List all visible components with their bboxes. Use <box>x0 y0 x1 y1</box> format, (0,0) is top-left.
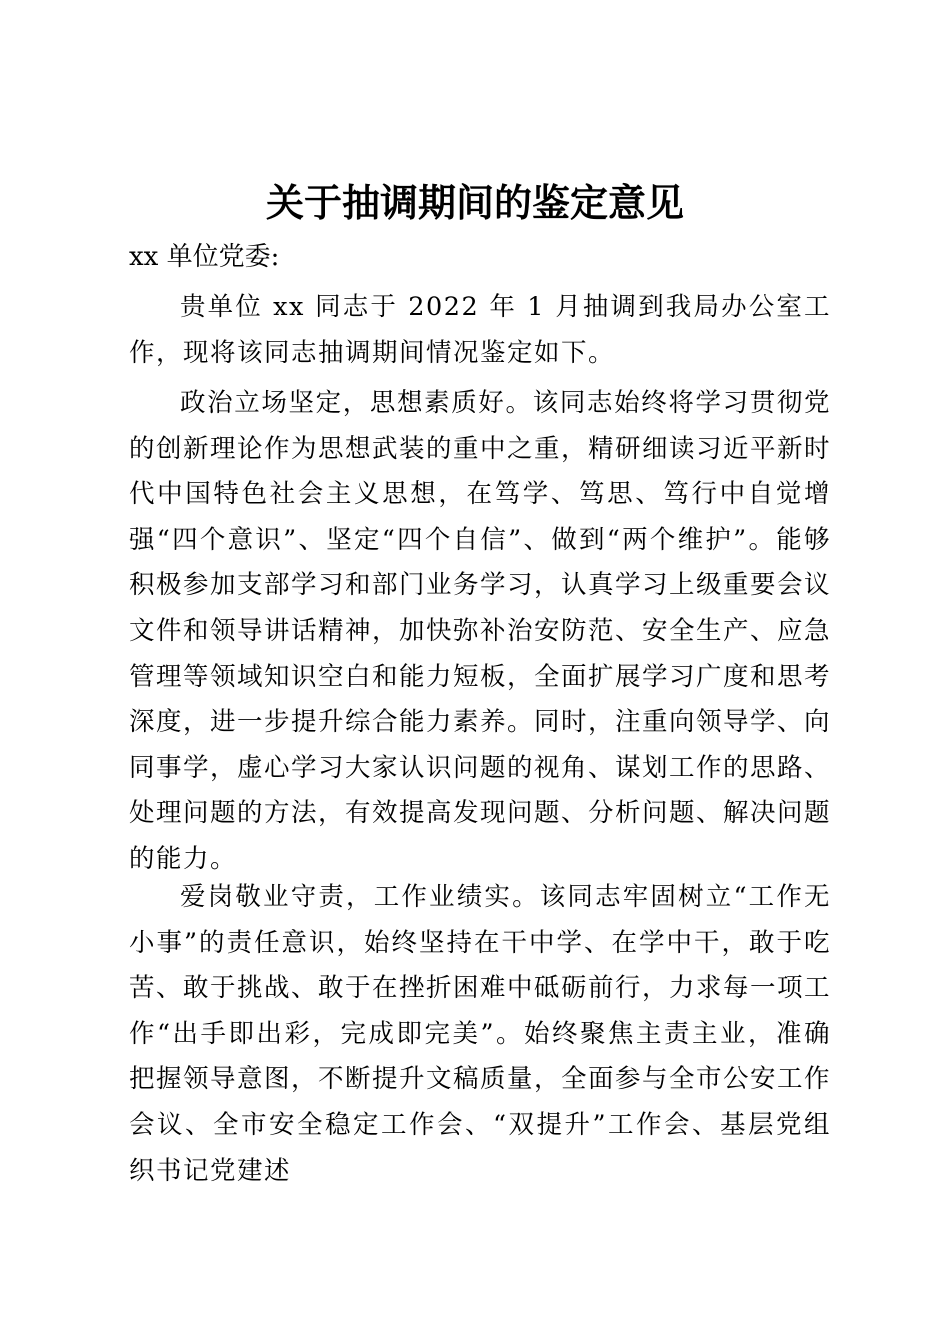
paragraph-work-performance: 爱岗敬业守责，工作业绩实。该同志牢固树立“工作无小事”的责任意识，始终坚持在干中学、在学中干，敢于吃苦、敢于挑战、敢于在挫折困难中砥砺前行，力求每一项工作“出手即出彩，完成即完美”。始终聚焦主责主业，准确把握领导意图，不断提升文稿质量，全面参与全市公安工作会议、全市安全稳定工作会、“双提升”工作会、基层党组织书记党建述 <box>129 882 832 1186</box>
salutation: xx 单位党委: <box>129 242 280 272</box>
paragraph-political-stance: 政治立场坚定，思想素质好。该同志始终将学习贯彻党的创新理论作为思想武装的重中之重，精研细读习近平新时代中国特色社会主义思想，在笃学、笃思、笃行中自觉增强“四个意识”、坚定“四个自信”、做到“两个维护”。能够积极参加支部学习和部门业务学习，认真学习上级重要会议文件和领导讲话精神，加快弥补治安防范、安全生产、应急管理等领域知识空白和能力短板，全面扩展学习广度和思考深度，进一步提升综合能力素养。同时，注重向领导学、向同事学，虚心学习大家认识问题的视角、谋划工作的思路、处理问题的方法，有效提高发现问题、分析问题、解决问题的能力。 <box>129 388 832 874</box>
paragraph-intro: 贵单位 xx 同志于 2022 年 1 月抽调到我局办公室工作，现将该同志抽调期间情况鉴定如下。 <box>129 292 831 368</box>
document-title: 关于抽调期间的鉴定意见 <box>265 180 684 225</box>
